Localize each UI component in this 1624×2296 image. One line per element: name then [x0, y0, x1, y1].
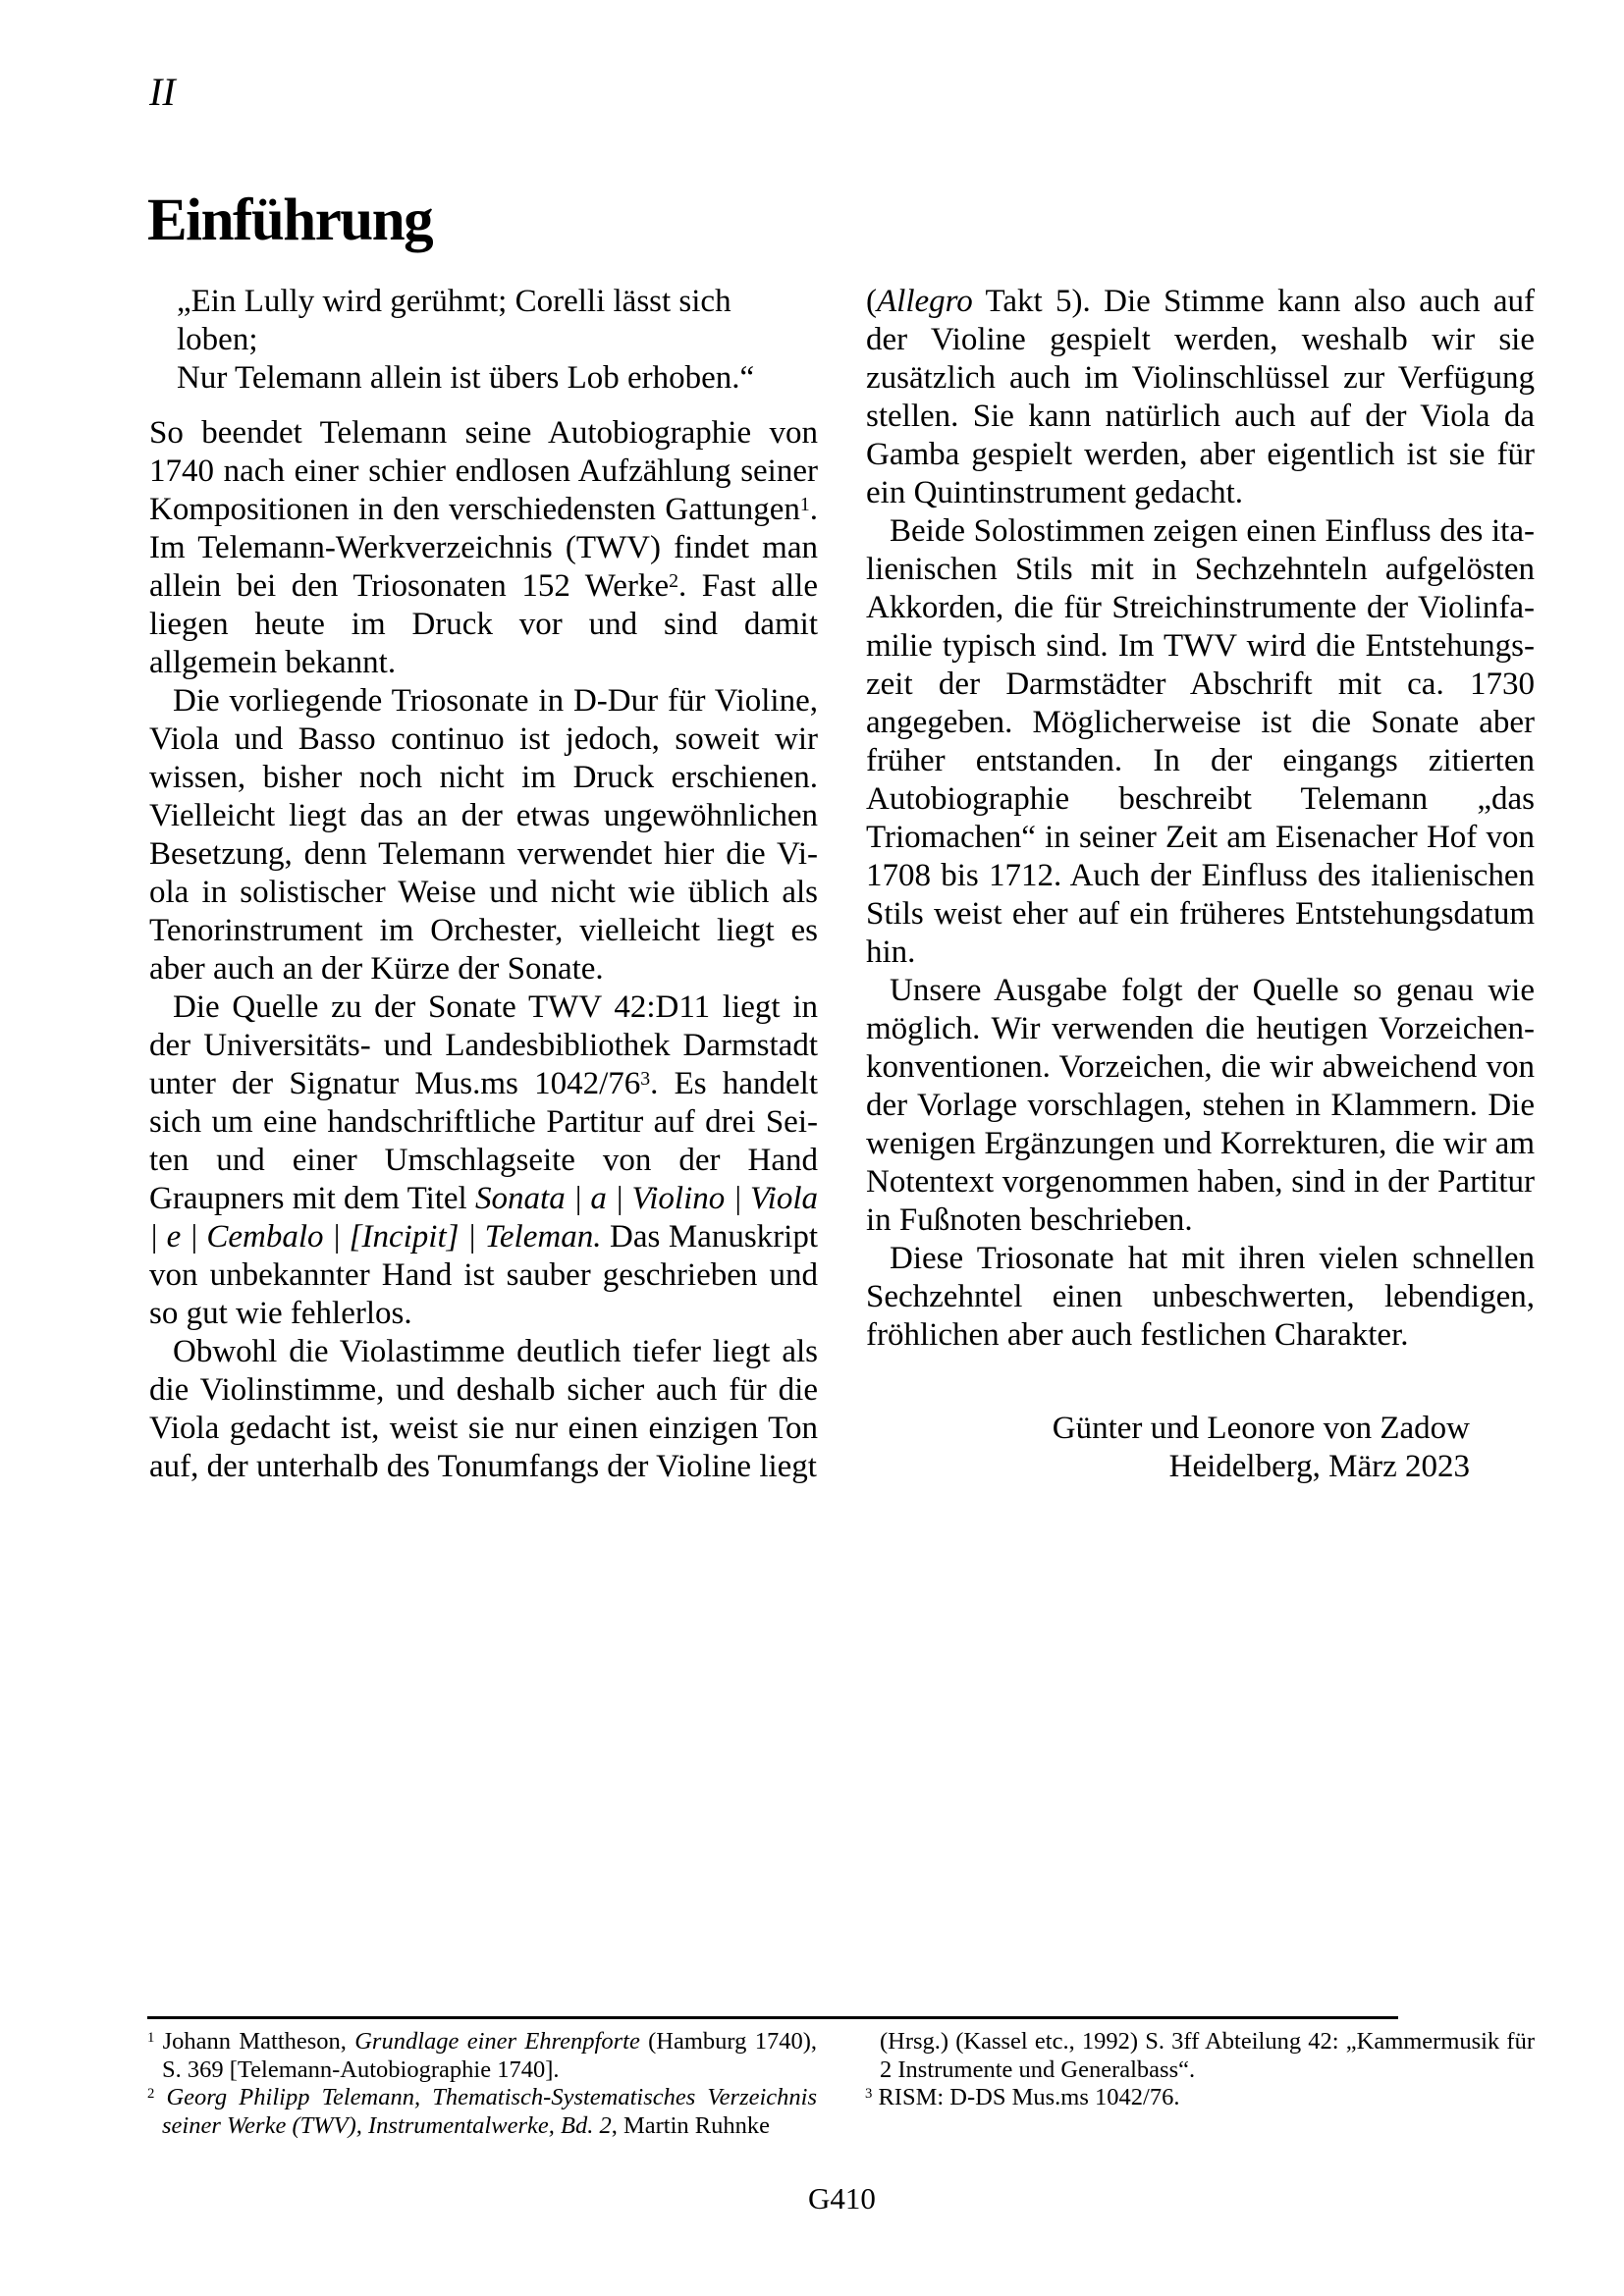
footnotes-right-column [865, 2028, 1535, 2140]
footnote-1: $^1$ Johann Mattheson, Grundlage einer Ehrenpforte (Hamburg 1740), S. 369 [Telemann-Autobiographie 1740]. [147, 2028, 817, 2083]
left-column [149, 283, 818, 1486]
two-column-text [149, 283, 1535, 1486]
paragraph-left-1: So beendet Telemann seine Autobiographie von 1740 nach einer schier endlosen Aufzählung seiner Kompositionen in den verschiedensten Gattungen$^1$. Im Telemann-Werkverzeichnis (TWV) findet man allein bei den Triosonaten 152 Werke$^2$. Fast alle liegen heute im Druck vor und sind damit allgemein bekannt. [149, 415, 818, 680]
footnotes-left-column [147, 2028, 817, 2140]
paragraph-right-3: Unsere Ausgabe folgt der Quelle so genau wie möglich. Wir verwenden die heutigen Vorzeichenkonventionen. Vorzeichen, die wir abweichend von der Vorlage vorschlagen, stehen in Klammern. Die wenigen Ergänzungen und Korrekturen, die wir am Notentext vorgenommen haben, sind in der Partitur in Fußnoten beschrieben. [866, 973, 1535, 1238]
right-column [866, 283, 1535, 1486]
paragraph-left-2: Die vorliegende Triosonate in D-Dur für Violine, Viola und Basso continuo ist jedoch, soweit wir wissen, bisher noch nicht im Druck erschienen. Vielleicht liegt das an der etwas ungewöhnlichen Besetzung, denn Telemann verwendet hier die Viola in solistischer Weise und nicht wie üblich als Tenorinstrument im Orchester, vielleicht liegt es aber auch an der Kürze der Sonate. [149, 683, 818, 987]
paragraph-left-4: Obwohl die Violastimme deutlich tiefer liegt als die Violinstimme, und deshalb sicher auch für die Viola gedacht ist, weist sie nur einen einzigen Ton auf, der unterhalb des Tonumfangs der Violine liegt [149, 1334, 818, 1484]
quote-line-1: „Ein Lully wird gerühmt; Corelli lässt sich loben; [177, 284, 731, 357]
page-roman-numeral: II [149, 70, 176, 114]
footnotes [147, 2028, 1535, 2140]
paragraph-right-2: Beide Solostimmen zeigen einen Einfluss des italienischen Stils mit in Sechzehnteln aufgelösten Akkorden, die für Streichinstrumente der Violinfamilie typisch sind. Im TWV wird die Entstehungszeit der Darmstädter Abschrift mit ca. 1730 angegeben. Möglicherweise ist die Sonate aber früher entstanden. In der eingangs zitierten Autobiographie beschreibt Telemann „das Triomachen“ in seiner Zeit am Eisenacher Hof von 1708 bis 1712. Auch der Einfluss des italienischen Stils weist eher auf ein früheres Entstehungsdatum hin. [866, 513, 1535, 970]
page-number: G410 [808, 2181, 876, 2216]
epigraph-quote [149, 283, 818, 398]
footnote-3: $^3$ RISM: D-DS Mus.ms 1042/76. [865, 2084, 1180, 2110]
paragraph-right-1: (Allegro Takt 5). Die Stimme kann also auch auf der Violine gespielt werden, weshalb wir sie zusätzlich auch im Violinschlüssel zur Verfügung stellen. Sie kann natürlich auch auf der Viola da Gamba gespielt werden, aber eigentlich ist sie für ein Quintinstrument gedacht. [866, 284, 1535, 510]
signature-authors: Günter und Leonore von Zadow [1052, 1411, 1470, 1446]
paragraph-left-3: Die Quelle zu der Sonate TWV 42:D11 liegt in der Universitäts- und Landesbibliothek Darmstadt unter der Signatur Mus.ms $1042/76^3$. Es handelt sich um eine handschriftliche Partitur auf drei Seiten und einer Umschlagseite von der Hand Graupners mit dem Titel Sonata | a | Violino | Viola | e | Cembalo | [Incipit] | Teleman. Das Manuskript von unbekannter Hand ist sauber geschrieben und so gut wie fehlerlos. [149, 989, 818, 1331]
footnote-separator [147, 2016, 1398, 2019]
paragraph-right-4: Diese Triosonate hat mit ihren vielen schnellen Sechzehntel einen unbeschwerten, lebendigen, fröhlichen aber auch festlichen Charakter. [866, 1241, 1535, 1353]
quote-line-2: Nur Telemann allein ist übers Lob erhoben.“ [177, 360, 755, 396]
signature-place-date: Heidelberg, März 2023 [1168, 1449, 1470, 1484]
footnote-2-continuation: (Hrsg.) (Kassel etc., 1992) S. 3ff Abteilung 42: „Kammermusik für 2 Instrumente und Generalbass“. [880, 2028, 1535, 2083]
signature-block [866, 1410, 1535, 1486]
page-title: Einführung [147, 187, 433, 253]
footnote-2: $^2$ Georg Philipp Telemann, Thematisch-Systematisches Verzeichnis seiner Werke (TWV), Instrumentalwerke, Bd. 2, Martin Ruhnke [147, 2084, 818, 2139]
